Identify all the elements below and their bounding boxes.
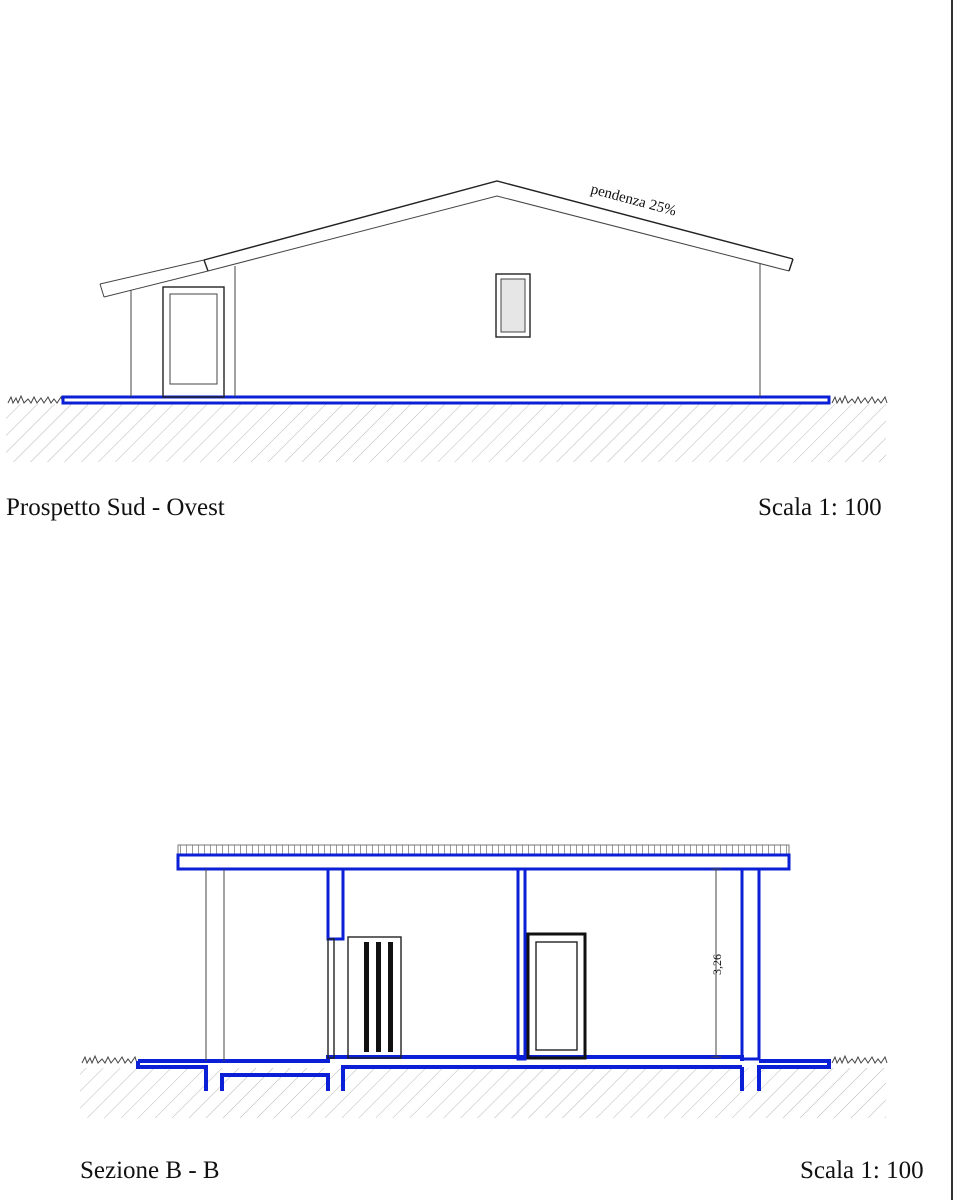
elevation-window-glass: [501, 279, 525, 332]
section-caption: Sezione B - B: [80, 1157, 220, 1184]
elevation-door-panel: [170, 294, 217, 384]
section-grass-left: [82, 1056, 137, 1063]
elevation-door-frame: [163, 287, 224, 397]
elevation-grass-left: [8, 396, 63, 403]
sliding-door-frame: [348, 937, 401, 1058]
gable-roof-inner: [208, 196, 789, 271]
roof-tiles: [178, 845, 789, 854]
gable-roof-outer: [204, 181, 793, 260]
elevation-caption: Prospetto Sud - Ovest: [6, 494, 225, 521]
sliding-door-mullion-1: [364, 942, 369, 1052]
section-ground-hatch: [80, 1068, 886, 1118]
lean-to-roof-bottom: [104, 271, 208, 297]
section-scale: Scala 1: 100: [800, 1157, 924, 1184]
height-dimension: 3,26: [710, 954, 724, 975]
elevation-ground-hatch: [6, 404, 886, 462]
elevation-ground-slab: [63, 397, 829, 403]
elevation-grass-right: [832, 396, 887, 403]
wall-cut-2: [518, 869, 525, 1059]
sliding-door-mullion-3: [388, 942, 393, 1052]
section-door-inner: [536, 942, 577, 1050]
section-drawing: [80, 845, 887, 1118]
wall-cut-3: [742, 869, 759, 1059]
roof-eave-right: [789, 259, 793, 271]
lean-to-roof-top: [100, 260, 204, 284]
wall-cut-1: [328, 869, 343, 939]
slope-note: pendenza 25%: [588, 181, 679, 220]
sliding-door-mullion-2: [376, 942, 381, 1052]
roof-slab: [178, 855, 789, 869]
sliding-door-jamb: [328, 939, 334, 1058]
roof-eave-left: [204, 260, 208, 271]
elevation-scale: Scala 1: 100: [758, 494, 882, 521]
elevation-drawing: [6, 181, 887, 462]
section-grass-right: [832, 1056, 887, 1063]
lean-to-roof-end: [100, 284, 104, 297]
